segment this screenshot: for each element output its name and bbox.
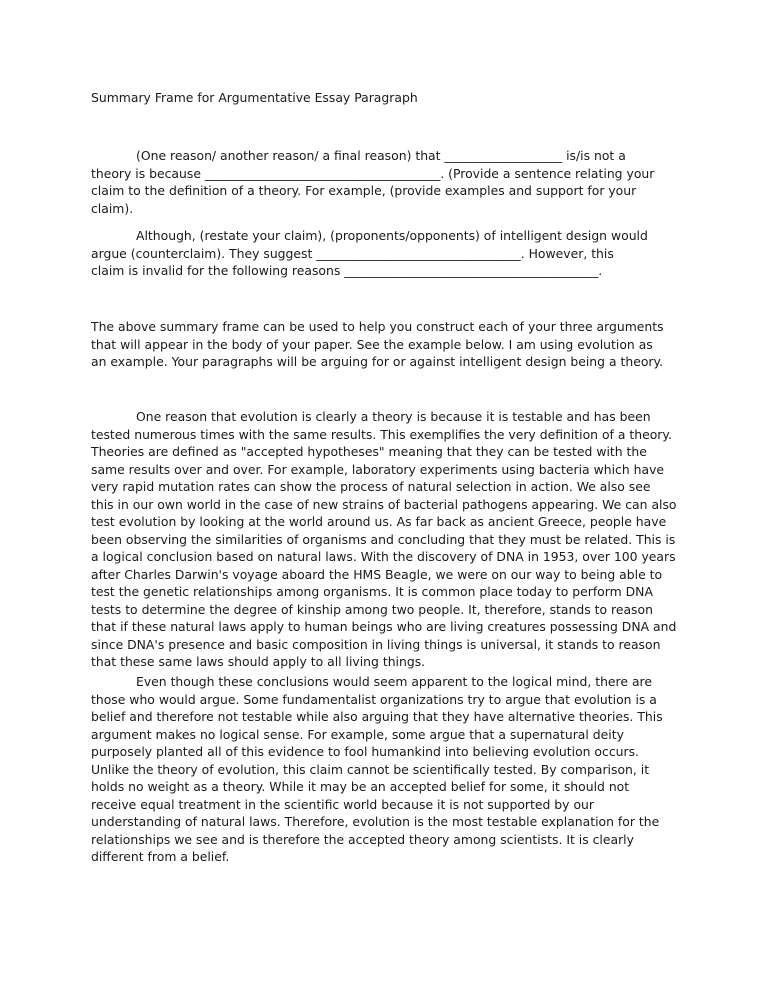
text-line: a logical conclusion based on natural laws. With the discovery of DNA in 1953, over 100 years <box>91 549 676 564</box>
text-line: this in our own world in the case of new strains of bacterial pathogens appearing. We can also <box>91 496 677 512</box>
text-line: that will appear in the body of your paper. See the example below. I am using evolution as <box>91 336 653 352</box>
text-line: that these same laws should apply to all living things. <box>91 654 426 669</box>
text-line: test the genetic relationships among organisms. It is common place today to perform DNA <box>91 584 653 599</box>
text-line: holds no weight as a theory. While it may be an accepted belief for some, it should not <box>91 779 630 794</box>
text-line: (One reason/ another reason/ a final reason) that ___________________ is/is not a <box>136 148 626 163</box>
text-line: claim). <box>91 200 134 216</box>
frame-paragraph-2-text <box>91 227 681 280</box>
frame-paragraph-1-text <box>91 147 681 217</box>
example-paragraph-2-text <box>91 673 681 866</box>
text-line: Although, (restate your claim), (proponents/opponents) of intelligent design would <box>136 228 648 243</box>
example-paragraph-1 <box>91 408 681 671</box>
frame-paragraph-1 <box>91 147 681 217</box>
text-line: same results over and over. For example, laboratory experiments using bacteria which have <box>91 461 665 477</box>
text-line: an example. Your paragraphs will be arguing for or against intelligent design being a theory. <box>91 354 664 369</box>
text-line: understanding of natural laws. Therefore, evolution is the most testable explanation for the <box>91 814 660 829</box>
text-line: theory is because ______________________________________. (Provide a sentence relating your <box>91 165 655 181</box>
text-line: those who would argue. Some fundamentalist organizations try to argue that evolution is a <box>91 691 657 707</box>
text-line: claim to the definition of a theory. For example, (provide examples and support for your <box>91 183 637 198</box>
instructions-text <box>91 318 681 371</box>
text-line: different from a belief. <box>91 849 230 864</box>
text-line: One reason that evolution is clearly a theory is because it is testable and has been <box>136 409 651 424</box>
instructions-paragraph <box>91 318 681 371</box>
text-line: that if these natural laws apply to human beings who are living creatures possessing DNA and <box>91 619 677 634</box>
text-line: belief and therefore not testable while also arguing that they have alternative theories. This <box>91 709 663 724</box>
text-line: The above summary frame can be used to help you construct each of your three arguments <box>91 319 664 334</box>
text-line: argue (counterclaim). They suggest _________________________________. However, this <box>91 245 614 261</box>
text-line: Theories are defined as "accepted hypotheses" meaning that they can be tested with the <box>91 444 647 459</box>
text-line: argument makes no logical sense. For example, some argue that a supernatural deity <box>91 726 624 742</box>
text-line: very rapid mutation rates can show the process of natural selection in action. We also see <box>91 479 651 494</box>
text-line: relationships we see and is therefore the accepted theory among scientists. It is clearly <box>91 831 634 847</box>
text-line: purposely planted all of this evidence to fool humankind into believing evolution occurs. <box>91 744 639 759</box>
document-title: Summary Frame for Argumentative Essay Paragraph <box>91 90 418 105</box>
text-line: been observing the similarities of organisms and concluding that they must be related. This is <box>91 531 676 547</box>
text-line: claim is invalid for the following reasons _________________________________________. <box>91 263 603 278</box>
text-line: test evolution by looking at the world around us. As far back as ancient Greece, people have <box>91 514 667 529</box>
frame-paragraph-2 <box>91 227 681 280</box>
text-line: Unlike the theory of evolution, this claim cannot be scientifically tested. By comparison, it <box>91 761 650 777</box>
text-line: tests to determine the degree of kinship among two people. It, therefore, stands to reason <box>91 601 653 617</box>
example-paragraph-1-text <box>91 408 681 671</box>
text-line: since DNA's presence and basic composition in living things is universal, it stands to reason <box>91 636 661 652</box>
text-line: receive equal treatment in the scientific world because it is not supported by our <box>91 796 594 812</box>
example-paragraph-2 <box>91 673 681 866</box>
text-line: tested numerous times with the same results. This exemplifies the very definition of a theory. <box>91 426 672 442</box>
text-line: after Charles Darwin's voyage aboard the HMS Beagle, we were on our way to being able to <box>91 566 663 582</box>
text-line: Even though these conclusions would seem apparent to the logical mind, there are <box>136 674 652 689</box>
